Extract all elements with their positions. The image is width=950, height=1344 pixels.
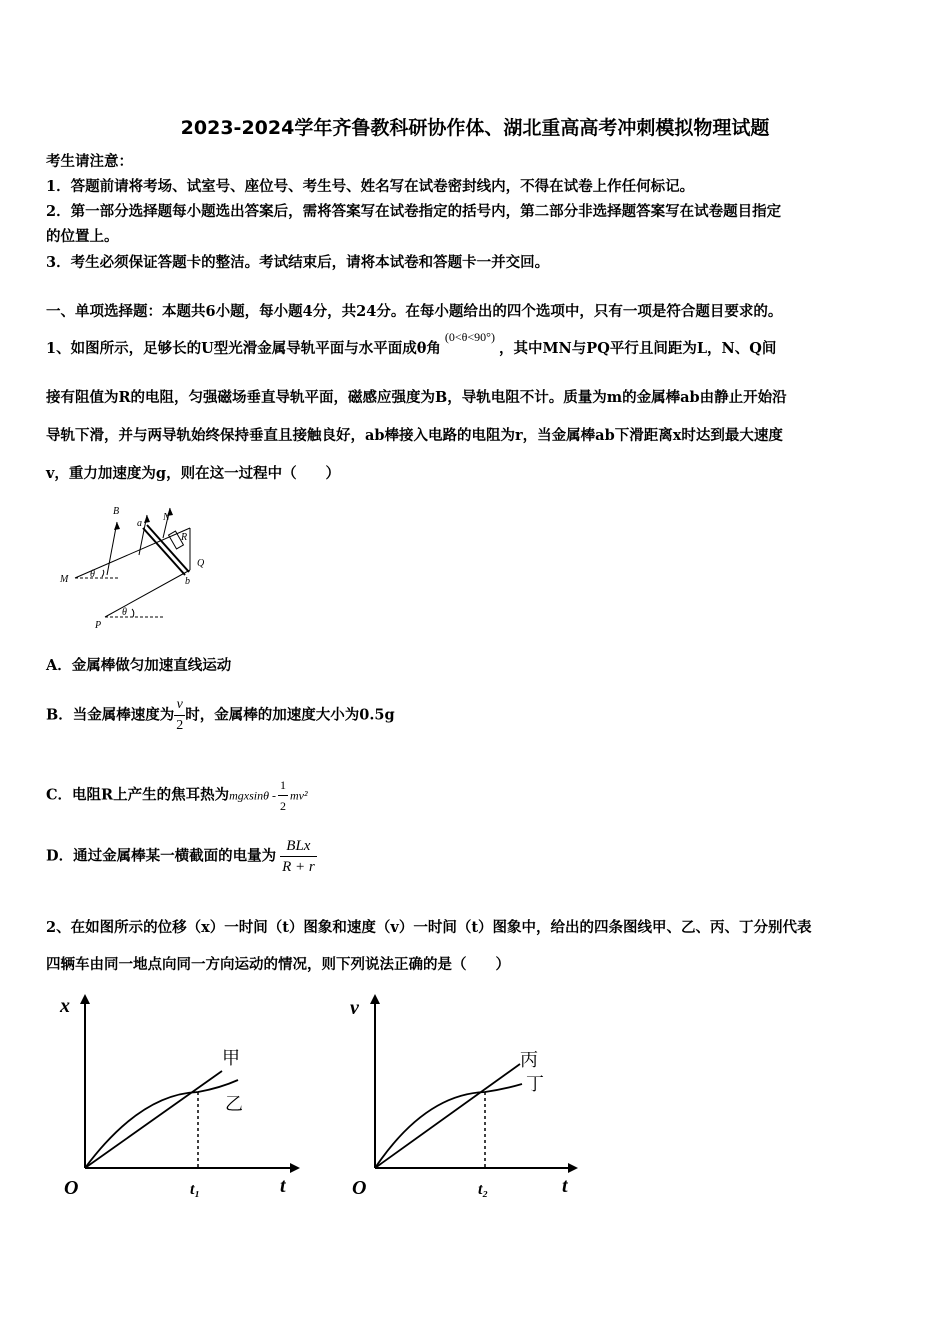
notice-item-2: 2．第一部分选择题每小题选出答案后，需将答案写在试卷指定的括号内，第二部分非选择题答案写在试卷题目指定 xyxy=(46,203,782,220)
v-t-xlabel: t xyxy=(562,1175,568,1197)
label-n: N xyxy=(163,512,170,523)
curve-bing xyxy=(375,1064,520,1168)
notice-item-1: 1．答题前请将考场、试室号、座位号、考生号、姓名写在试卷密封线内，不得在试卷上作任何标记。 xyxy=(46,178,695,195)
x-t-position-arrow xyxy=(80,994,90,1004)
x-t-graph xyxy=(40,992,310,1207)
q1-option-b: B．当金属棒速度为 $\frac{v}{2}$ 时，金属棒的加速度大小为0.5g xyxy=(46,697,395,733)
x-t-time-arrow xyxy=(290,1163,300,1173)
q1-stem-line2: 接有阻值为R的电阻，匀强磁场垂直导轨平面，磁感应强度为B，导轨电阻不计。质量为m的金属棒ab由静止开始沿 xyxy=(46,389,787,406)
v-t-graph xyxy=(330,992,600,1207)
q1-option-a: A．金属棒做匀加速直线运动 xyxy=(46,657,232,674)
label-b-field: B xyxy=(113,506,120,517)
q1-stem-line1: 1、如图所示，足够长的U型光滑金属导轨平面与水平面成θ角$^{(0<\theta<90^\circ)}$，其中MN与PQ平行且间距为L，N、Q间 xyxy=(46,330,777,357)
x-t-origin: O xyxy=(64,1177,79,1199)
label-theta-1: θ xyxy=(90,569,95,580)
q2-stem-line1: 2、在如图所示的位移（x）一时间（t）图象和速度（v）一时间（t）图象中，给出的四条图线甲、乙、丙、丁分别代表 xyxy=(46,919,812,936)
curve-ding xyxy=(375,1084,522,1168)
curve-jia xyxy=(85,1071,222,1168)
label-jia: 甲 xyxy=(222,1048,240,1068)
label-ding: 丁 xyxy=(526,1074,544,1094)
arrowhead-1 xyxy=(114,522,120,530)
label-theta-2: θ xyxy=(122,607,127,618)
v-t-time-arrow xyxy=(568,1163,578,1173)
notice-item-3: 3．考生必须保证答题卡的整洁。考试结束后，请将本试卷和答题卡一并交回。 xyxy=(46,254,550,271)
b-field-arrow-1 xyxy=(107,522,117,575)
q1-stem-line4: v，重力加速度为g，则在这一过程中（ ） xyxy=(46,465,341,482)
v-t-ylabel: v xyxy=(350,997,359,1019)
theta-arc-2 xyxy=(132,609,134,617)
label-b: b xyxy=(185,576,190,587)
label-q: Q xyxy=(197,558,205,569)
rail-pq xyxy=(105,570,190,617)
v-t-tick-t2: t₂ xyxy=(478,1181,489,1198)
label-r: R xyxy=(181,532,188,543)
theta-arc-1 xyxy=(102,570,104,577)
x-t-ylabel: x xyxy=(60,995,70,1017)
label-p: P xyxy=(95,620,102,631)
arrowhead-2 xyxy=(144,515,150,523)
label-bing: 丙 xyxy=(520,1050,538,1070)
incline-rails-figure xyxy=(55,500,225,635)
label-a: a xyxy=(137,518,142,529)
label-m: M xyxy=(60,574,69,585)
page-title: 2023-2024学年齐鲁教科研协作体、湖北重高高考冲刺模拟物理试题 xyxy=(180,117,770,139)
section-heading: 一、单项选择题：本题共6小题，每小题4分，共24分。在每小题给出的四个选项中，只有一项是符合题目要求的。 xyxy=(46,303,783,320)
q1-stem-line3: 导轨下滑，并与两导轨始终保持垂直且接触良好，ab棒接入电路的电阻为r，当金属棒ab下滑距离x时达到最大速度 xyxy=(46,427,783,444)
notice-item-2-cont: 的位置上。 xyxy=(46,228,119,245)
label-yi: 乙 xyxy=(225,1094,243,1114)
notice-heading: 考生请注意： xyxy=(46,153,133,170)
q1-option-c: C．电阻R上产生的焦耳热为mgxsinθ - $\frac{1}{2}$ mv² xyxy=(46,775,308,816)
curve-yi xyxy=(85,1080,238,1168)
x-t-xlabel: t xyxy=(280,1175,286,1197)
angle-range: (0<θ<90°) xyxy=(444,330,495,344)
q2-stem-line2: 四辆车由同一地点向同一方向运动的情况，则下列说法正确的是（ ） xyxy=(46,956,510,973)
v-t-velocity-arrow xyxy=(370,994,380,1004)
x-t-tick-t1: t₁ xyxy=(190,1181,201,1198)
v-t-origin: O xyxy=(352,1177,367,1199)
q1-option-d: D．通过金属棒某一横截面的电量为 $\frac{\text{BLx}}{R + r}$ xyxy=(46,838,315,875)
